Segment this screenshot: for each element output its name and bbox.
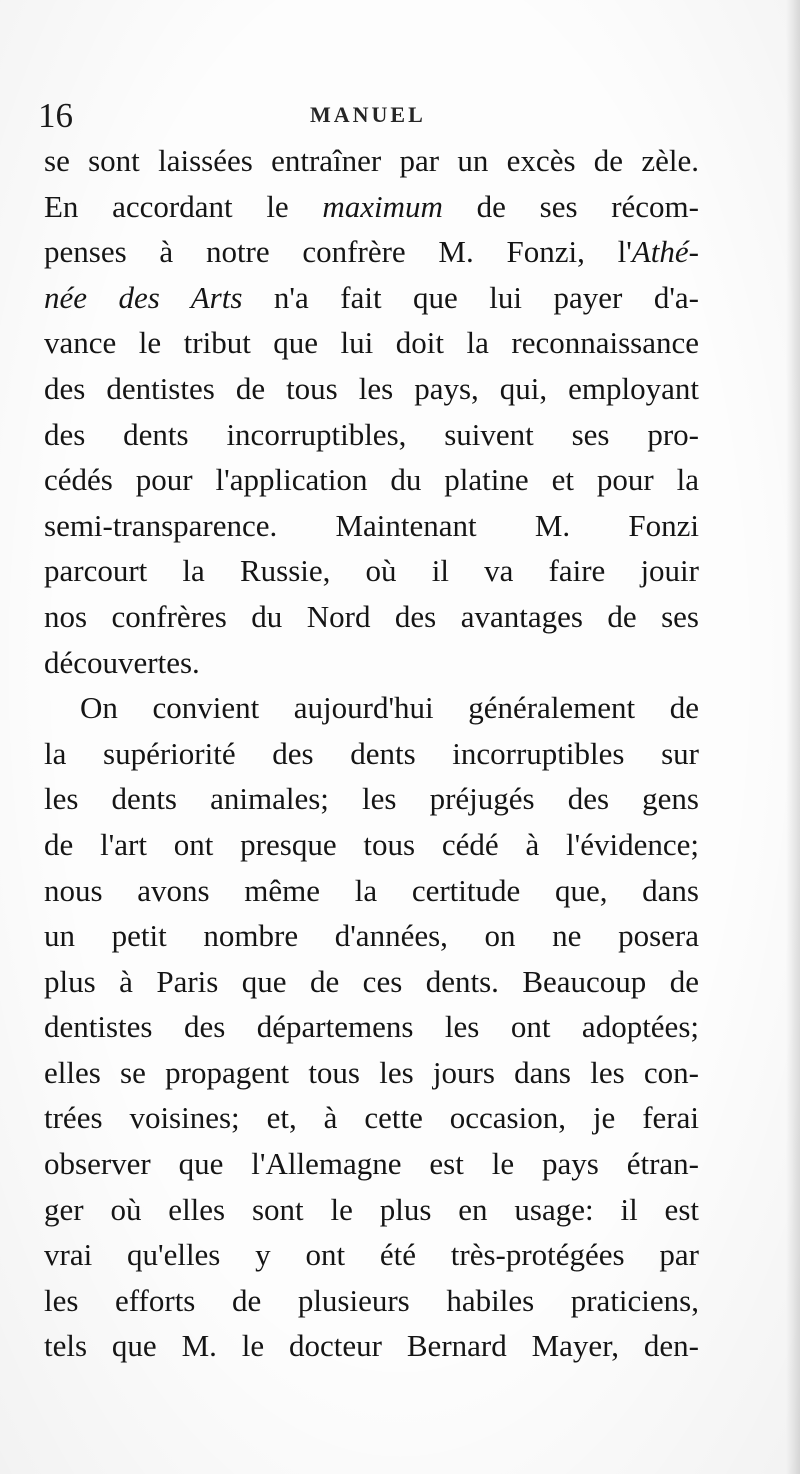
- body-text: [44, 138, 699, 1369]
- line-text: tels que M. le docteur Bernard Mayer, den-: [44, 1328, 699, 1364]
- line-text: cédés pour l'application du platine et pour la: [44, 462, 699, 498]
- text-line: [44, 959, 699, 1005]
- text-line: [44, 1141, 699, 1187]
- text-line: [44, 640, 699, 686]
- line-text: de ses récom-: [442, 188, 699, 224]
- text-line: [44, 822, 699, 868]
- text-line: [44, 1095, 699, 1141]
- text-line: [44, 1278, 699, 1324]
- text-line: [44, 1187, 699, 1233]
- line-text: parcourt la Russie, où il va faire jouir: [44, 553, 699, 589]
- text-line: [44, 1050, 699, 1096]
- text-line: [44, 868, 699, 914]
- line-text: semi-transparence. Maintenant M. Fonzi: [44, 507, 699, 543]
- page-header: [0, 0, 800, 150]
- line-text: elles se propagent tous les jours dans les con-: [44, 1054, 699, 1090]
- line-text: On convient aujourd'hui généralement de: [80, 690, 699, 726]
- line-text: n'a fait que lui payer d'a-: [242, 279, 699, 315]
- line-text: la supériorité des dents incorruptibles sur: [44, 735, 699, 771]
- line-text: nos confrères du Nord des avantages de ses: [44, 598, 699, 634]
- text-line: [44, 1232, 699, 1278]
- text-line: [44, 731, 699, 777]
- page-number: 16: [38, 96, 73, 135]
- line-text: des dents incorruptibles, suivent ses pro-: [44, 416, 699, 452]
- line-text: les efforts de plusieurs habiles praticiens,: [44, 1282, 699, 1318]
- text-line: [44, 1004, 699, 1050]
- line-text: découvertes.: [44, 644, 200, 680]
- italic-text: née des Arts: [44, 279, 243, 315]
- text-line: [44, 366, 699, 412]
- line-text: ger où elles sont le plus en usage: il est: [44, 1191, 699, 1227]
- line-text: En accordant le: [44, 188, 323, 224]
- line-text: nous avons même la certitude que, dans: [44, 872, 699, 908]
- text-line: [44, 412, 699, 458]
- text-line: [44, 229, 699, 275]
- line-text: plus à Paris que de ces dents. Beaucoup de: [44, 963, 699, 999]
- italic-text: maximum: [322, 188, 443, 224]
- italic-text: Athé-: [631, 234, 699, 270]
- text-line: [44, 594, 699, 640]
- text-line: [44, 275, 699, 321]
- text-line: [44, 1323, 699, 1369]
- line-text: vance le tribut que lui doit la reconnaissance: [44, 325, 699, 361]
- text-line: [44, 913, 699, 959]
- page-edge-shadow: [786, 0, 800, 1474]
- text-line: [44, 503, 699, 549]
- line-text: vrai qu'elles y ont été très-protégées par: [44, 1237, 699, 1273]
- text-line: [44, 184, 699, 230]
- line-text: observer que l'Allemagne est le pays étran-: [44, 1146, 699, 1182]
- text-line: [44, 457, 699, 503]
- text-line: [44, 776, 699, 822]
- line-text: des dentistes de tous les pays, qui, employant: [44, 370, 699, 406]
- line-text: un petit nombre d'années, on ne posera: [44, 918, 699, 954]
- text-line: [44, 320, 699, 366]
- line-text: trées voisines; et, à cette occasion, je ferai: [44, 1100, 699, 1136]
- text-line: [44, 548, 699, 594]
- line-text: se sont laissées entraîner par un excès de zèle.: [44, 143, 699, 178]
- line-text: de l'art ont presque tous cédé à l'évidence;: [44, 826, 699, 862]
- running-head: MANUEL: [310, 102, 426, 127]
- line-text: dentistes des départemens les ont adoptées;: [44, 1009, 699, 1045]
- line-text: les dents animales; les préjugés des gens: [44, 781, 699, 817]
- text-line: [44, 685, 699, 731]
- text-line: [44, 138, 699, 184]
- line-text: penses à notre confrère M. Fonzi, l': [44, 234, 632, 270]
